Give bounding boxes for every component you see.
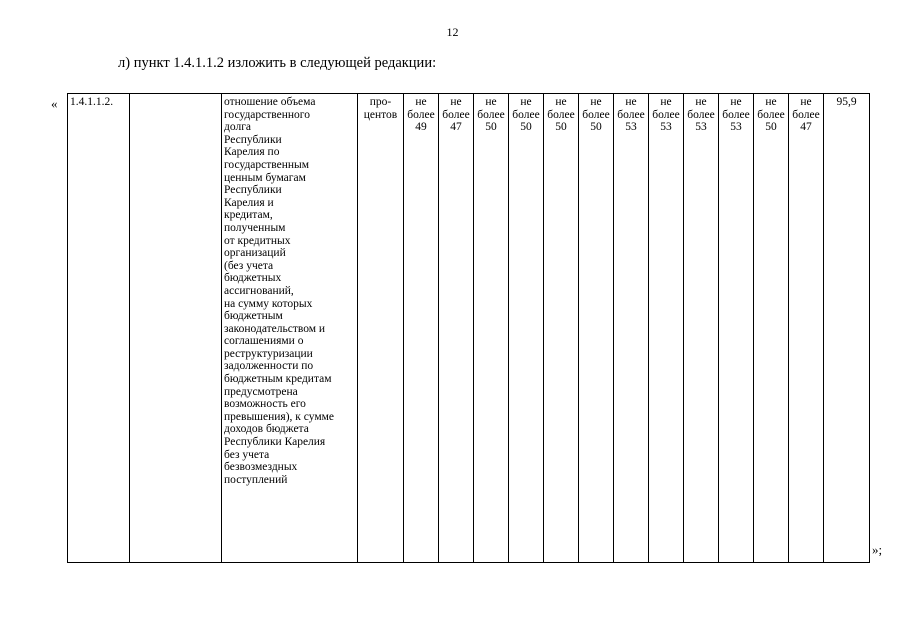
value-text: не более 47 — [792, 96, 820, 134]
amendment-intro: л) пункт 1.4.1.1.2 изложить в следующей редакции: — [118, 55, 437, 71]
final-value-cell: 95,9 — [824, 94, 870, 563]
table-row — [68, 94, 870, 563]
value-cell-5 — [544, 94, 579, 563]
unit-text: про- центов — [363, 96, 398, 121]
value-cell-9 — [684, 94, 719, 563]
value-text: не более 50 — [477, 96, 505, 134]
closing-quote: »; — [872, 542, 883, 557]
unit-cell — [358, 94, 404, 563]
value-text: не более 53 — [687, 96, 715, 134]
value-cell-12 — [789, 94, 824, 563]
amendment-table — [67, 93, 870, 563]
empty-cell — [130, 94, 222, 563]
value-text: не более 50 — [512, 96, 540, 134]
value-cell-6 — [579, 94, 614, 563]
item-code-cell: 1.4.1.1.2. — [68, 94, 130, 563]
value-text: не более 47 — [442, 96, 470, 134]
value-cell-3 — [474, 94, 509, 563]
value-text: не более 49 — [407, 96, 435, 134]
value-text: не более 50 — [757, 96, 785, 134]
value-cell-8 — [649, 94, 684, 563]
page-number: 12 — [446, 25, 459, 39]
value-text: не более 53 — [617, 96, 645, 134]
value-cell-1 — [404, 94, 439, 563]
value-cell-2 — [439, 94, 474, 563]
value-text: не более 53 — [652, 96, 680, 134]
indicator-description-cell: отношение объема государственного долга Республики Карелия по государственным ценным бумагам Республики Карелия и кредитам, полученным от кредитных организаций (без учета бюджетных ассигнований, на сумму которых бюджетным законодательством и соглашениями о реструктуризации задолженности по бюджетным кредитам предусмотрена возможность его превышения), к сумме доходов бюджета Республики Карелия без учета безвозмездных поступлений — [222, 94, 358, 563]
value-text: не более 53 — [722, 96, 750, 134]
opening-quote: « — [51, 96, 58, 111]
value-cell-10 — [719, 94, 754, 563]
value-text: не более 50 — [582, 96, 610, 134]
value-cell-11 — [754, 94, 789, 563]
value-cell-7 — [614, 94, 649, 563]
value-cell-4 — [509, 94, 544, 563]
value-text: не более 50 — [547, 96, 575, 134]
